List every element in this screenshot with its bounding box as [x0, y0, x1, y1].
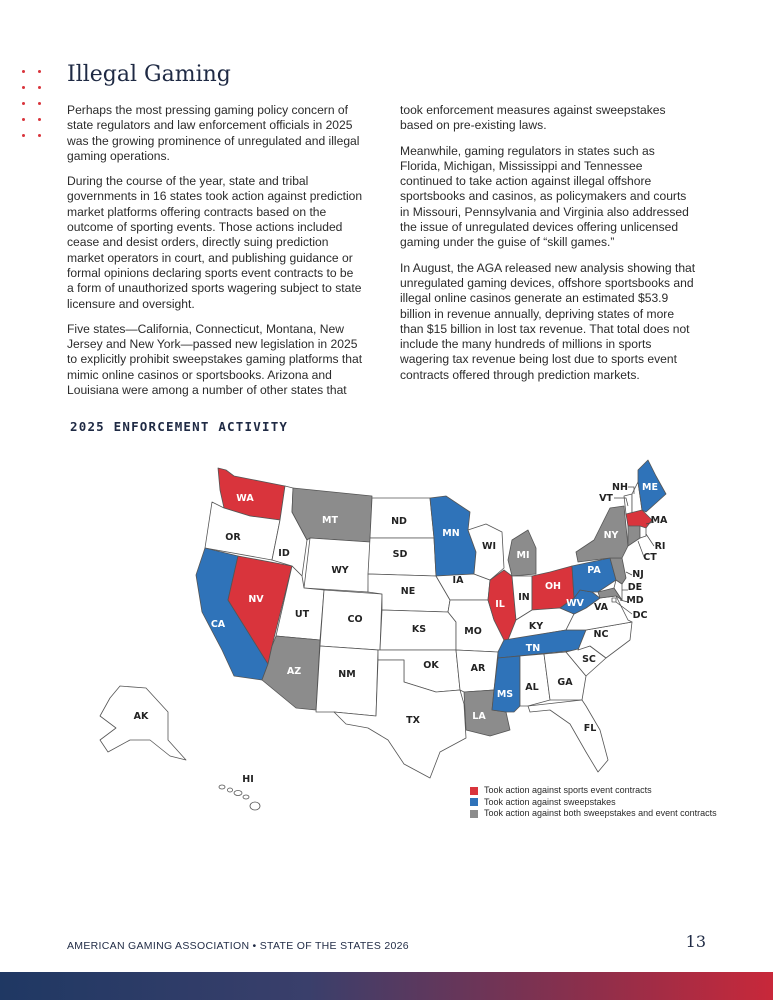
label-me: ME — [642, 482, 658, 493]
label-sd: SD — [392, 549, 408, 560]
label-ok: OK — [423, 660, 439, 671]
label-tx: TX — [406, 715, 420, 726]
label-nc: NC — [593, 629, 609, 640]
legend-swatch — [470, 798, 478, 806]
label-vt: VT — [599, 493, 613, 504]
label-de: DE — [627, 582, 643, 593]
paragraph: In August, the AGA released new analysis showing that unregulated gaming devices, offshore sportsbooks and illegal online casinos generate an estimated $53.9 billion in revenue annually, depriving states of more than $15 billion in lost tax revenue. That total does not include the many hundreds of millions in sports wagering tax revenue being lost due to sports event contracts offered through prediction markets. — [400, 260, 696, 382]
state-ct — [628, 526, 640, 546]
label-ri: RI — [654, 541, 666, 552]
label-ar: AR — [470, 663, 486, 674]
label-wv: WV — [566, 598, 584, 609]
map-legend — [470, 785, 717, 820]
state-ma — [626, 510, 652, 528]
legend-swatch — [470, 787, 478, 795]
label-nm: NM — [338, 669, 356, 680]
label-va: VA — [593, 602, 609, 613]
label-id: ID — [278, 548, 290, 559]
label-ca: CA — [210, 619, 226, 630]
state-nm — [316, 646, 378, 716]
label-nd: ND — [391, 516, 407, 527]
label-ne: NE — [400, 586, 416, 597]
state-hi — [219, 785, 260, 810]
state-fl — [528, 700, 608, 772]
label-ny: NY — [603, 530, 619, 541]
label-in: IN — [518, 592, 530, 603]
label-sc: SC — [582, 654, 596, 665]
label-wa: WA — [236, 493, 254, 504]
label-ks: KS — [411, 624, 427, 635]
label-ky: KY — [528, 621, 544, 632]
label-ma: MA — [650, 515, 668, 526]
state-ak — [100, 686, 186, 760]
label-mt: MT — [322, 515, 338, 526]
label-la: LA — [472, 711, 486, 722]
label-pa: PA — [587, 565, 601, 576]
legend-label: Took action against sweepstakes — [484, 796, 616, 807]
legend-swatch — [470, 810, 478, 818]
page-number: 13 — [685, 932, 706, 951]
legend-label: Took action against both sweepstakes and event contracts — [484, 808, 717, 818]
legend-label: Took action against sports event contracts — [484, 785, 652, 795]
label-md: MD — [626, 595, 644, 606]
label-oh: OH — [544, 581, 562, 592]
label-mn: MN — [442, 528, 460, 539]
paragraph: Meanwhile, gaming regulators in states such as Florida, Michigan, Mississippi and Tennessee continued to take action against illegal offshore sportsbooks and casinos, as policymakers and courts in Missouri, Pennsylvania and Virginia also addressed the issue of unregulated devices offering unlicensed gaming under the guise of “skill games.” — [400, 143, 689, 250]
label-wy: WY — [331, 565, 349, 576]
label-al: AL — [525, 682, 539, 693]
paragraph: Perhaps the most pressing gaming policy concern of state regulators and law enforcement officials in 2025 was the growing prominence of unregulated and illegal gaming operations. — [67, 103, 360, 163]
paragraph: Five states—California, Connecticut, Montana, New Jersey and New York—passed new legislation in 2025 to explicitly prohibit sweepstakes gaming platforms that mimic online casinos or sportsbooks. Arizona and Louisiana were among a number of other states that — [67, 321, 363, 398]
label-dc: DC — [632, 610, 648, 621]
footer-text: AMERICAN GAMING ASSOCIATION • STATE OF THE STATES 2026 — [67, 940, 409, 952]
label-mi: MI — [516, 550, 530, 561]
label-or: OR — [225, 532, 241, 543]
label-nh: NH — [612, 482, 628, 493]
legend-item-both — [470, 808, 717, 820]
page-title: Illegal Gaming — [67, 62, 231, 87]
state-dc — [612, 598, 616, 602]
label-nv: NV — [248, 594, 264, 605]
legend-item-sweepstakes — [470, 797, 717, 809]
label-ga: GA — [557, 677, 573, 688]
label-wi: WI — [481, 541, 497, 552]
label-hi: HI — [242, 774, 254, 785]
label-fl: FL — [583, 723, 597, 734]
paragraph: took enforcement measures against sweepstakes based on pre-existing laws. — [400, 103, 666, 133]
state-vt — [624, 494, 632, 514]
state-ny — [576, 506, 628, 562]
label-il: IL — [495, 599, 505, 610]
footer-gradient-bar — [0, 972, 773, 1000]
label-co: CO — [347, 614, 363, 625]
map-title: 2025 ENFORCEMENT ACTIVITY — [70, 419, 289, 434]
label-ms: MS — [496, 689, 514, 700]
label-ct: CT — [643, 552, 657, 563]
label-mo: MO — [464, 626, 482, 637]
state-ri — [640, 526, 646, 538]
label-ut: UT — [294, 609, 310, 620]
label-tn: TN — [525, 643, 541, 654]
label-az: AZ — [286, 666, 302, 677]
label-nj: NJ — [632, 569, 644, 580]
label-ak: AK — [133, 711, 149, 722]
legend-item-sports — [470, 785, 717, 797]
label-ia: IA — [452, 575, 464, 586]
paragraph: During the course of the year, state and tribal governments in 16 states took action against prediction market platforms offering contracts based on the outcome of sporting events. Those actions included cease and desist orders, directly suing prediction market operators in court, and publishing guidance or formal opinions declaring sports event contracts to be a form of unauthorized sports wagering subject to state licensure and oversight. — [67, 174, 363, 311]
